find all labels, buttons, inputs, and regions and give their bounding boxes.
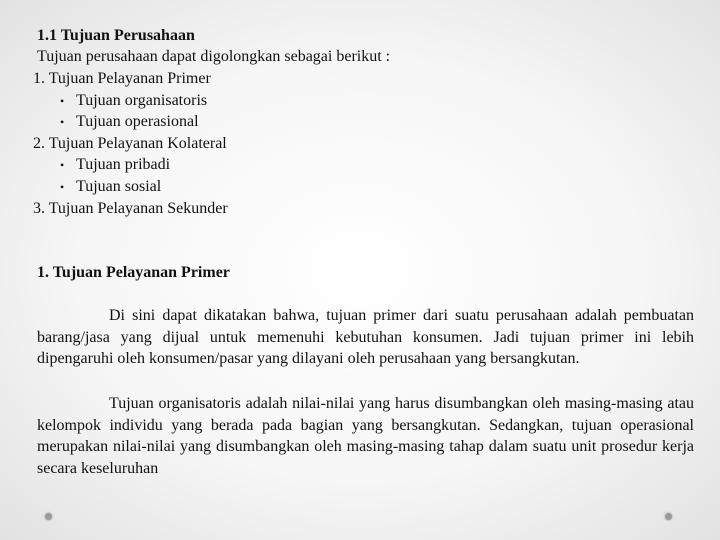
corner-dot-icon	[45, 513, 52, 520]
bullet-icon: •	[60, 158, 65, 172]
paragraph-2	[37, 393, 694, 479]
sub-list-item	[60, 111, 199, 133]
sub-list-item	[60, 154, 170, 176]
corner-dot-icon	[665, 513, 672, 520]
detail-heading: 1. Tujuan Pelayanan Primer	[37, 264, 230, 281]
list-item-1: 1. Tujuan Pelayanan Primer	[33, 70, 211, 87]
paragraph-1-text: Di sini dapat dikatakan bahwa, tujuan primer dari suatu perusahaan adalah pembuatan barang/jasa yang dijual untuk memenuhi kebutuhan konsumen. Jadi tujuan primer ini lebih dipengaruhi oleh konsumen/pasar yang dilayani oleh perusahaan yang bersangkutan.	[37, 307, 694, 367]
bullet-icon: •	[60, 180, 65, 194]
sub-list-item	[60, 176, 161, 198]
bullet-icon: •	[60, 115, 65, 129]
paragraph-1	[37, 305, 694, 370]
sub-list-item	[60, 90, 207, 112]
sub-item-label: Tujuan sosial	[76, 178, 162, 195]
sub-item-label: Tujuan pribadi	[76, 156, 171, 173]
list-item-3: 3. Tujuan Pelayanan Sekunder	[33, 200, 228, 217]
paragraph-2-text: Tujuan organisatoris adalah nilai-nilai yang harus disumbangkan oleh masing-masing atau kelompok individu yang berada pada bagian yang bersangkutan. Sedangkan, tujuan operasional merupakan nilai-nilai yang disumbangkan oleh masing-masing tahap dalam suatu unit prosedur kerja secara keseluruhan	[37, 395, 694, 477]
bullet-icon: •	[60, 94, 65, 108]
sub-item-label: Tujuan operasional	[76, 113, 199, 130]
intro-text: Tujuan perusahaan dapat digolongkan sebagai berikut :	[37, 48, 391, 65]
list-item-2: 2. Tujuan Pelayanan Kolateral	[33, 135, 227, 152]
sub-item-label: Tujuan organisatoris	[76, 92, 208, 109]
section-title: 1.1 Tujuan Perusahaan	[37, 27, 195, 44]
